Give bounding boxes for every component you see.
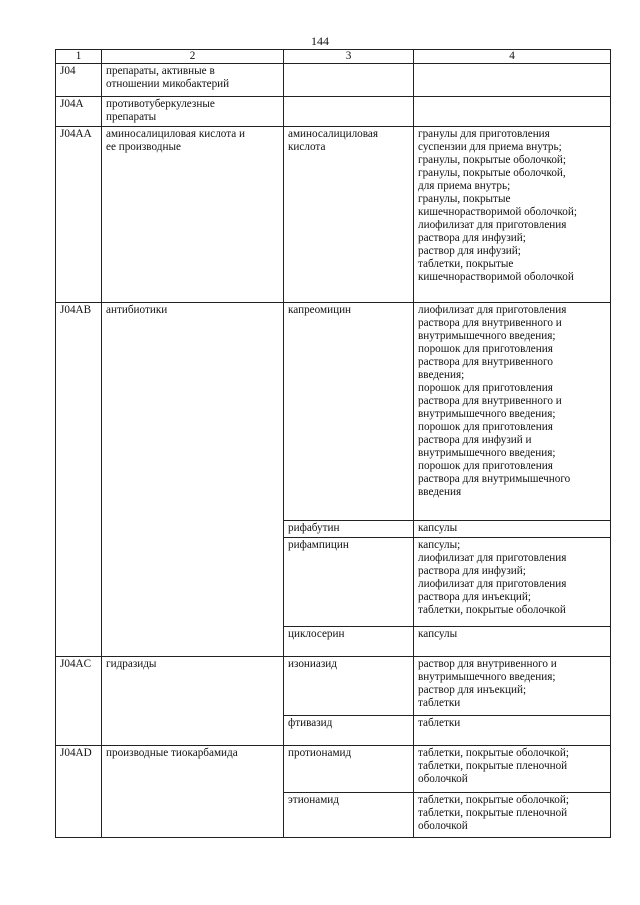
atc-code-cell: J04	[56, 64, 102, 97]
atc-code-cell: J04A	[56, 97, 102, 127]
drug-name-cell	[284, 64, 414, 97]
group-name-cell: противотуберкулезные препараты	[102, 97, 284, 127]
drug-name-cell: рифабутин	[284, 521, 414, 538]
table-row	[56, 127, 611, 303]
column-header-3: 3	[284, 50, 414, 64]
column-header-2: 2	[102, 50, 284, 64]
drug-name-cell: изониазид	[284, 657, 414, 716]
table-row	[56, 303, 611, 521]
dosage-forms-cell: таблетки	[414, 716, 611, 746]
dosage-forms-cell: гранулы для приготовления суспензии для приема внутрь; гранулы, покрытые оболочкой; гранулы, покрытые оболочкой, для приема внутрь; гранулы, покрытые кишечнорастворимой оболочкой; лиофилизат для приготовления раствора для инфузий; раствор для инфузий; таблетки, покрытые кишечнорастворимой оболочкой	[414, 127, 611, 303]
column-header-1: 1	[56, 50, 102, 64]
group-name-cell: антибиотики	[102, 303, 284, 657]
dosage-forms-cell: раствор для внутривенного и внутримышечного введения; раствор для инъекций; таблетки	[414, 657, 611, 716]
atc-code-cell: J04AA	[56, 127, 102, 303]
table-row	[56, 64, 611, 97]
drug-name-cell: циклосерин	[284, 627, 414, 657]
drug-name-cell: фтивазид	[284, 716, 414, 746]
drug-name-cell: аминосалициловая кислота	[284, 127, 414, 303]
group-name-cell: аминосалициловая кислота и ее производные	[102, 127, 284, 303]
table-row	[56, 657, 611, 716]
group-name-cell: гидразиды	[102, 657, 284, 746]
column-header-4: 4	[414, 50, 611, 64]
atc-code-cell: J04AC	[56, 657, 102, 746]
table-row	[56, 746, 611, 793]
table-header-row	[56, 50, 611, 64]
atc-code-cell: J04AD	[56, 746, 102, 838]
dosage-forms-cell: капсулы	[414, 627, 611, 657]
dosage-forms-cell	[414, 64, 611, 97]
page-number: 144	[311, 34, 329, 48]
drug-table	[55, 49, 611, 838]
group-name-cell: препараты, активные в отношении микобактерий	[102, 64, 284, 97]
dosage-forms-cell: таблетки, покрытые оболочкой; таблетки, покрытые пленочной оболочкой	[414, 793, 611, 838]
dosage-forms-cell	[414, 97, 611, 127]
drug-name-cell: капреомицин	[284, 303, 414, 521]
atc-code-cell: J04AB	[56, 303, 102, 657]
dosage-forms-cell: капсулы	[414, 521, 611, 538]
group-name-cell: производные тиокарбамида	[102, 746, 284, 838]
drug-name-cell	[284, 97, 414, 127]
dosage-forms-cell: лиофилизат для приготовления раствора для внутривенного и внутримышечного введения; порошок для приготовления раствора для внутривенного введения; порошок для приготовления раствора для внутривенного и внутримышечного введения; порошок для приготовления раствора для инфузий и внутримышечного введения; порошок для приготовления раствора для внутримышечного введения	[414, 303, 611, 521]
drug-name-cell: рифампицин	[284, 538, 414, 627]
table-row	[56, 97, 611, 127]
dosage-forms-cell: таблетки, покрытые оболочкой; таблетки, покрытые пленочной оболочкой	[414, 746, 611, 793]
drug-name-cell: протионамид	[284, 746, 414, 793]
dosage-forms-cell: капсулы; лиофилизат для приготовления раствора для инфузий; лиофилизат для приготовления раствора для инъекций; таблетки, покрытые оболочкой	[414, 538, 611, 627]
drug-name-cell: этионамид	[284, 793, 414, 838]
